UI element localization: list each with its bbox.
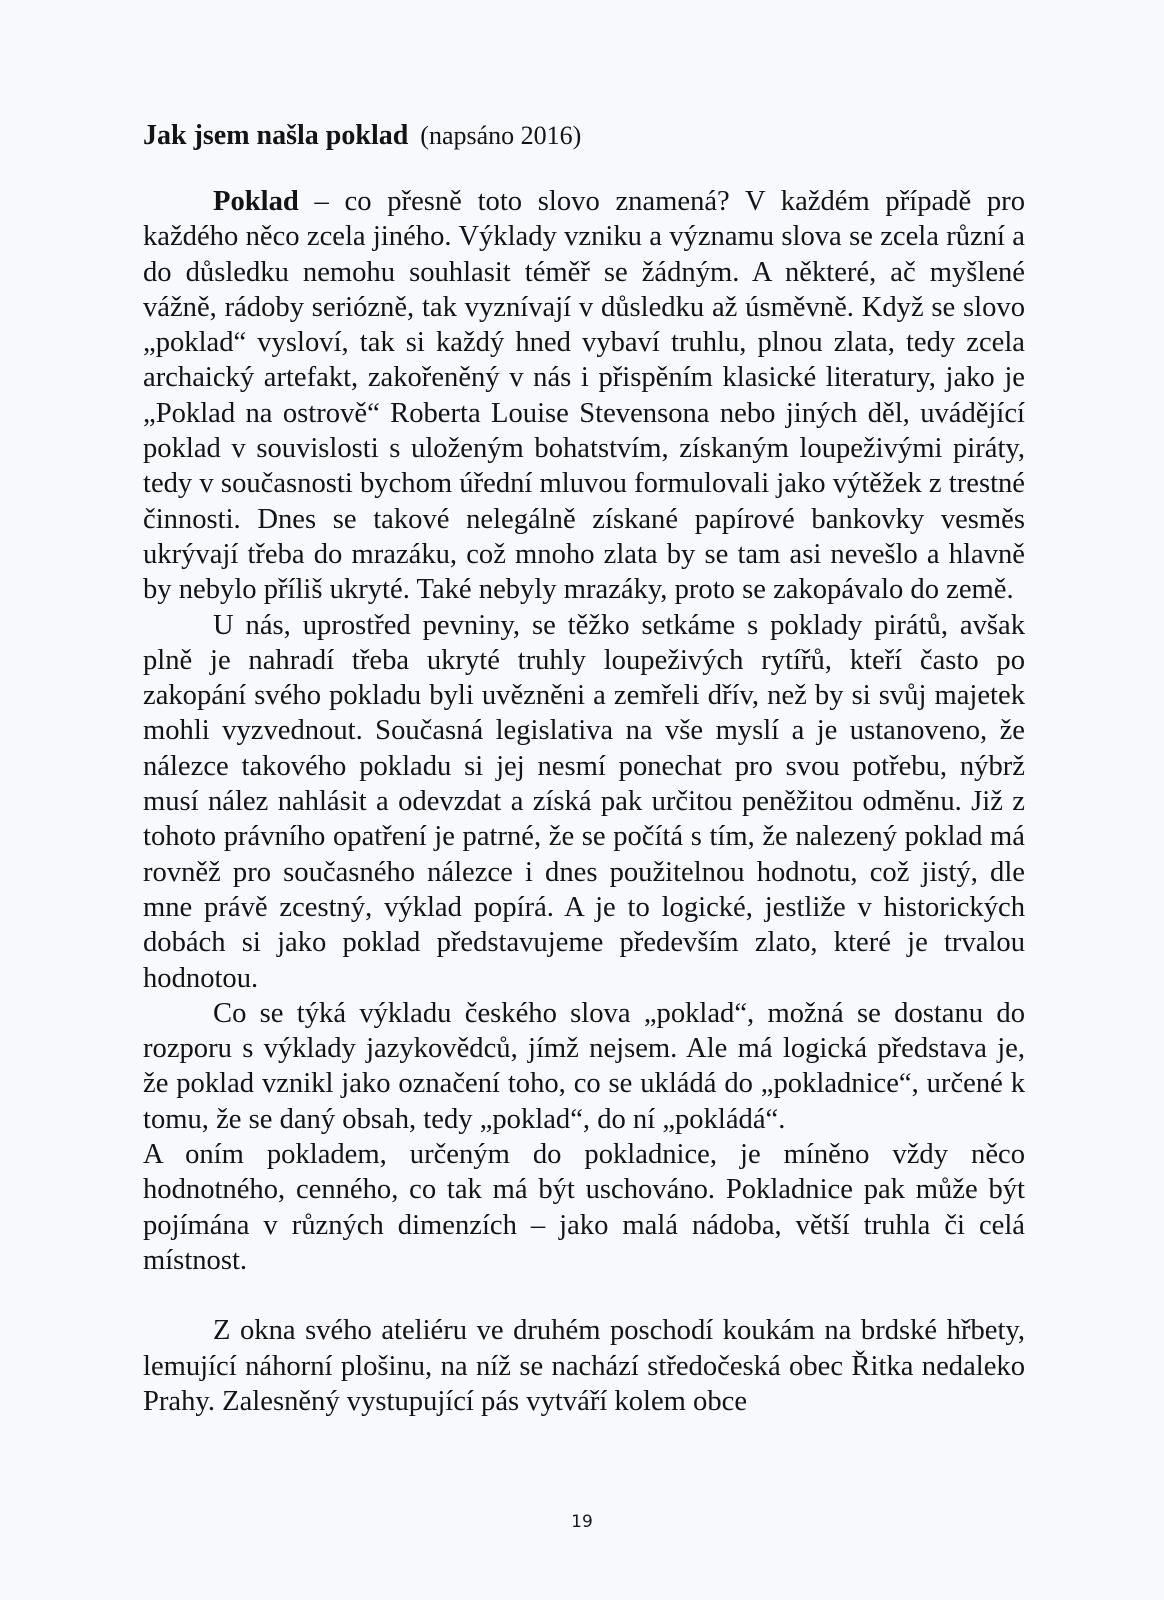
paragraph-5: Z okna svého ateliéru ve druhém poschodí koukám na brdské hřbety, lemující náhorní plošinu, na níž se nachází středočeská obec Řitka nedaleko Prahy. Zalesněný vystupující pás vytváří kolem obce <box>143 1315 1025 1417</box>
paragraph-2: U nás, uprostřed pevniny, se těžko setkáme s poklady pirátů, avšak plně je nahradí třeba ukryté truhly loupeživých rytířů, kteří často po zakopání svého pokladu byli uvězněni a zemřeli dřív, než by si svůj majetek mohli vyzvednout. Současná legislativa na vše myslí a je ustanoveno, že nálezce takového pokladu si jej nesmí ponechat pro svou potřebu, nýbrž musí nález nahlásit a odevzdat a získá pak určitou peněžitou odměnu. Již z tohoto právního opatření je patrné, že se počítá s tím, že nalezený poklad má rovněž pro současného nálezce i dnes použitelnou hodnotu, což jistý, dle mne právě zcestný, výklad popírá. A je to logické, jestliže v historických dobách si jako poklad představujeme především zlato, které je trvalou hodnotou. <box>143 609 1025 994</box>
title-date-note: (napsáno 2016) <box>420 121 582 150</box>
page-number: 19 <box>571 1512 593 1532</box>
page-content <box>143 118 1025 1419</box>
title-main: Jak jsem našla poklad <box>143 120 409 151</box>
paragraph-1-lead-word: Poklad <box>213 186 299 217</box>
paragraph-4: A oním pokladem, určeným do pokladnice, je míněno vždy něco hodnotného, cenného, co tak má být uschováno. Pokladnice pak může být pojímána v různých dimenzích – jako malá nádoba, větší truhla či celá místnost. <box>143 1139 1025 1276</box>
paragraph-1-text: – co přesně toto slovo znamená? V každém případě pro každého něco zcela jiného. Výklady vzniku a významu slova se zcela různí a do důsledku nemohu souhlasit téměř se žádným. A některé, ač myšlené vážně, rádoby seriózně, tak vyznívají v důsledku až úsměvně. Když se slovo „poklad“ vysloví, tak si každý hned vybaví truhlu, plnou zlata, tedy zcela archaický artefakt, zakořeněný v nás i přispěním klasické literatury, jako je „Poklad na ostrově“ Roberta Louise Stevensona nebo jiných děl, uvádějící poklad v souvislosti s uloženým bohatstvím, získaným loupeživými piráty, tedy v současnosti bychom úřední mluvou formulovali jako výtěžek z trestné činnosti. Dnes se takové nelegálně získané papírové bankovky vesměs ukrývají třeba do mrazáku, což mnoho zlata by se tam asi nevešlo a hlavně by nebylo příliš ukryté. Také nebyly mrazáky, proto se zakopávalo do země. <box>143 186 1025 606</box>
paragraph-3: Co se týká výkladu českého slova „poklad“, možná se dostanu do rozporu s výklady jazykovědců, jímž nejsem. Ale má logická představa je, že poklad vznikl jako označení toho, co se ukládá do „pokladnice“, určené k tomu, že se daný obsah, tedy „poklad“, do ní „pokládá“. <box>143 997 1025 1135</box>
page-title <box>143 118 1025 154</box>
paragraph-1 <box>143 184 1025 608</box>
